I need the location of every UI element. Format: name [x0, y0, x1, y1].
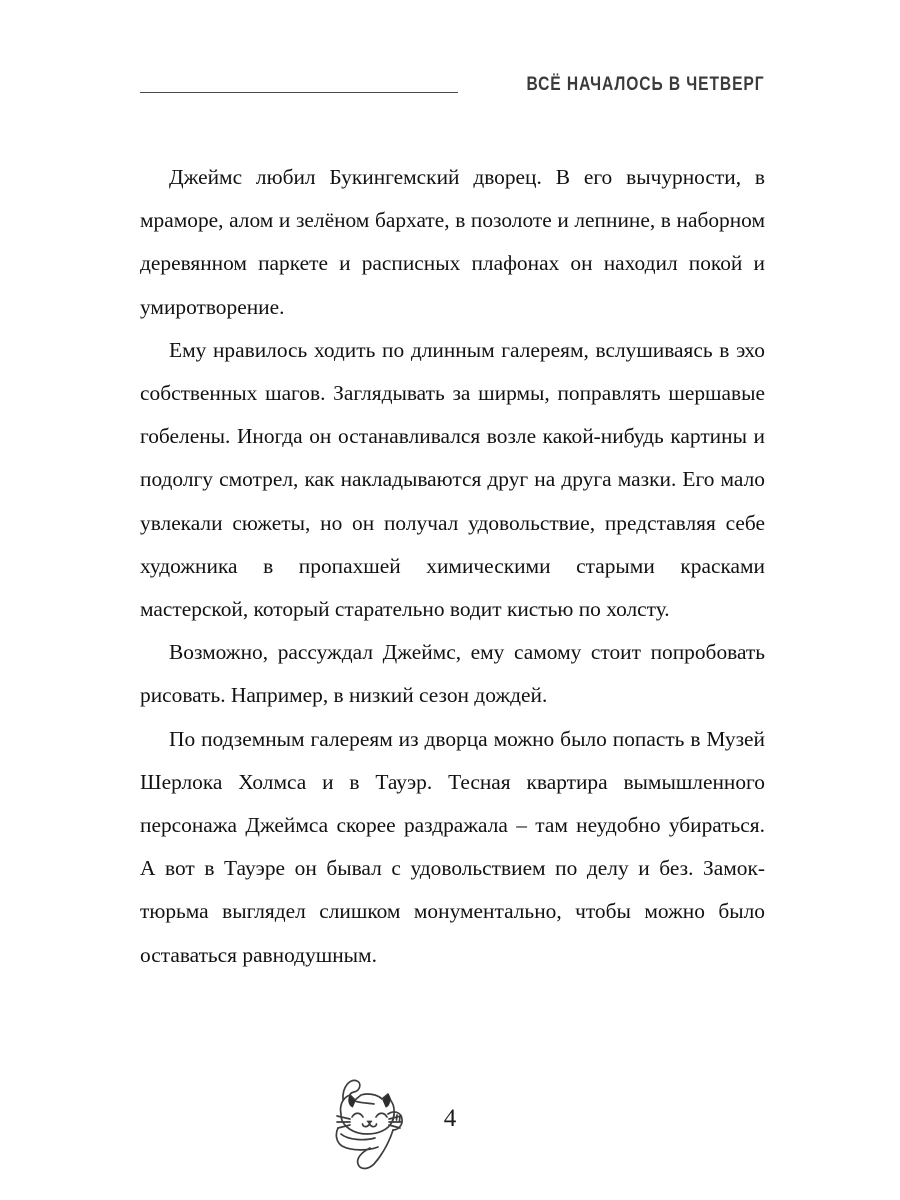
- page-number: 4: [443, 1105, 457, 1132]
- running-head-title: ВСЁ НАЧАЛОСЬ В ЧЕТВЕРГ: [526, 73, 765, 96]
- paragraph: По подземным галереям из дворца можно было попасть в Музей Шерлока Холмса и в Тауэр. Тесная квартира вымышленного персонажа Джеймса скорее раздражала – там неудобно убираться. А вот в Тауэре он бывал с удовольствием по делу и без. Замок-тюрьма выглядел слишком монументально, чтобы можно было оставаться равнодушным.: [140, 726, 765, 967]
- page-footer: [0, 1062, 900, 1182]
- body-text: [140, 156, 765, 977]
- paragraph: Возможно, рассуждал Джеймс, ему самому стоит попробовать рисовать. Например, в низкий сезон дождей.: [140, 640, 765, 708]
- cat-icon: [328, 1070, 414, 1174]
- paragraph: Ему нравилось ходить по длинным галереям, вслушиваясь в эхо собственных шагов. Заглядывать за ширмы, поправлять шершавые гобелены. Иногда он останавливался возле какой-нибудь картины и подолгу смотрел, как накладываются друг на друга мазки. Его мало увлекали сюжеты, но он получал удовольствие, представляя себе художника в пропахшей химическими старыми красками мастерской, который старательно водит кистью по холсту.: [140, 337, 765, 622]
- paragraph: Джеймс любил Букингемский дворец. В его вычурности, в мраморе, алом и зелёном бархате, в позолоте и лепнине, в наборном деревянном паркете и расписных плафонах он находил покой и умиротворение.: [140, 165, 765, 319]
- running-head: [140, 68, 765, 102]
- running-head-rule: [140, 92, 458, 93]
